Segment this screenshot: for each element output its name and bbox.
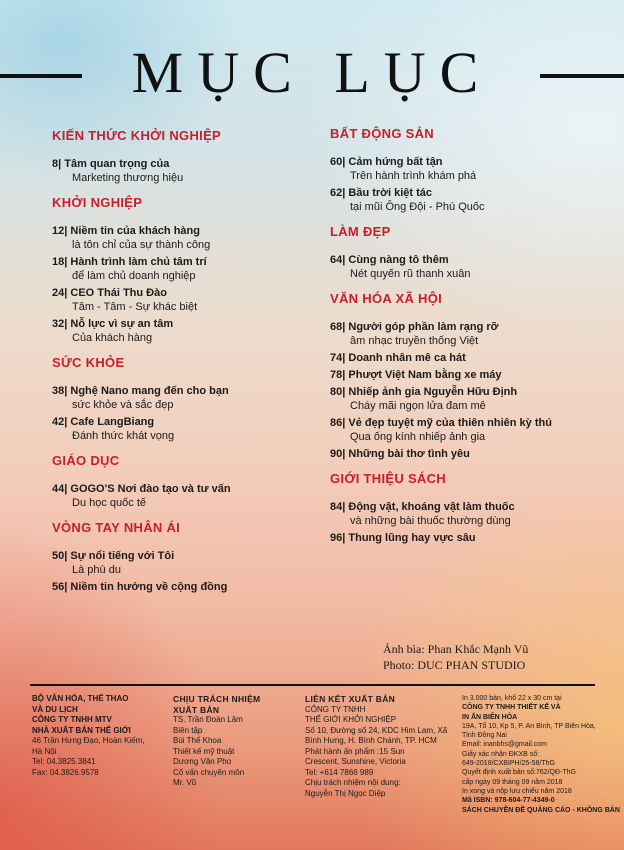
- entry-heading: [330, 253, 620, 267]
- entry-heading: [330, 416, 620, 430]
- footer-line: Mã ISBN: 978-604-77-4349-0: [462, 797, 555, 805]
- cover-studio-credit: Photo: DUC PHAN STUDIO: [383, 658, 526, 672]
- entry-title: Những bài thơ tình yêu: [348, 448, 470, 460]
- footer-line: Email: inanbhs@gmail.com: [462, 741, 547, 749]
- entry-page-number: 68|: [330, 321, 346, 333]
- entry-heading: [330, 531, 620, 545]
- entry-heading: [52, 157, 302, 171]
- footer-line: BỘ VĂN HÓA, THỂ THAO: [32, 694, 129, 703]
- entry-subtitle: Marketing thương hiệu: [72, 172, 184, 184]
- footer-line: Quyết định xuất bản số:762/QĐ-ThG: [462, 769, 577, 777]
- entry-page-number: 12|: [52, 225, 68, 237]
- toc-section: [52, 195, 302, 345]
- footer-line: Crescent, Sunshine, Victoria: [305, 757, 406, 766]
- entry-heading: [330, 186, 620, 200]
- entry-page-number: 62|: [330, 187, 346, 199]
- entry-heading: [330, 155, 620, 169]
- toc-entry: [330, 186, 620, 214]
- entry-page-number: 96|: [330, 532, 346, 544]
- toc-entry: [330, 320, 620, 348]
- entry-subtitle: sức khỏe và sắc đẹp: [72, 399, 174, 411]
- toc-entry: [52, 317, 302, 345]
- entry-heading: [330, 351, 620, 365]
- entry-title: Nỗ lực vì sự an tâm: [70, 318, 174, 330]
- footer-line: XUẤT BẢN: [173, 704, 220, 715]
- entry-title: GOGO'S Nơi đào tạo và tư vấn: [70, 483, 231, 495]
- entry-title: Động vật, khoáng vật làm thuốc: [348, 501, 515, 513]
- entry-subtitle: Qua ống kính nhiếp ảnh gia: [350, 431, 486, 443]
- entry-title: Hành trình làm chủ tâm trí: [70, 256, 207, 268]
- entry-heading: [330, 447, 620, 461]
- cover-photo-credit: Ảnh bìa: Phan Khắc Mạnh Vũ: [383, 642, 529, 656]
- footer-line: 46 Trần Hưng Đạo, Hoàn Kiếm,: [32, 736, 145, 745]
- footer-line: Bùi Thế Khoa: [173, 736, 222, 745]
- entry-title: Doanh nhân mê ca hát: [348, 352, 466, 364]
- entry-heading: [52, 286, 302, 300]
- footer-heading: LIÊN KẾT XUẤT BẢN: [305, 694, 396, 704]
- footer-line: 19A, Tổ 10, Kp 5, P. An Bình, TP Biên Hòa,: [462, 722, 596, 730]
- entry-title: Nghệ Nano mang đến cho bạn: [70, 385, 229, 397]
- toc-entry: [52, 157, 302, 185]
- entry-title: CEO Thái Thu Đào: [70, 287, 167, 299]
- toc-entry: [330, 531, 620, 545]
- footer-line: Cố vấn chuyên môn: [173, 767, 245, 777]
- entry-subtitle: Du học quốc tế: [72, 497, 146, 509]
- entry-subtitle: Của khách hàng: [72, 332, 153, 344]
- section-title: GIỚI THIỆU SÁCH: [330, 471, 446, 486]
- entry-subtitle: Cháy mãi ngọn lửa đam mê: [350, 400, 486, 412]
- entry-title: Niềm tin hướng về cộng đồng: [70, 581, 228, 593]
- footer-line: Phát hành ấn phẩm :15 Sun: [305, 746, 405, 756]
- section-title: VĂN HÓA XÃ HỘI: [330, 291, 443, 306]
- entry-title: Niềm tin của khách hàng: [70, 225, 200, 237]
- toc-entry: [330, 368, 620, 382]
- entry-page-number: 84|: [330, 501, 346, 513]
- footer-line: Chịu trách nhiệm nội dung:: [305, 778, 401, 787]
- entry-page-number: 56|: [52, 581, 68, 593]
- section-title: GIÁO DỤC: [52, 453, 120, 468]
- entry-subtitle: và những bài thuốc thường dùng: [350, 515, 511, 527]
- footer-line: SÁCH CHUYÊN ĐỀ QUẢNG CÁO - KHÔNG BÁN: [462, 806, 620, 814]
- toc-entry: [52, 549, 302, 577]
- footer-line: Tel: +614 7866 989: [305, 767, 374, 777]
- footer-line: CÔNG TY TNHH: [305, 704, 366, 714]
- entry-heading: [52, 580, 302, 594]
- entry-title: Bầu trời kiệt tác: [348, 187, 433, 199]
- footer-line: cấp ngày 09 tháng 09 năm 2018: [462, 778, 563, 786]
- entry-subtitle: Là phù du: [72, 564, 121, 576]
- footer-publisher: [32, 694, 167, 778]
- entry-page-number: 64|: [330, 254, 346, 266]
- entry-page-number: 86|: [330, 417, 346, 429]
- footer-line: Nguyễn Thị Ngọc Diệp: [305, 788, 386, 798]
- entry-title: Cafe LangBiang: [70, 416, 155, 428]
- entry-subtitle: để làm chủ doanh nghiệp: [72, 270, 196, 282]
- footer-partner: [305, 694, 455, 799]
- footer-line: CHỊU TRÁCH NHIỆM: [173, 694, 261, 704]
- section-title: BẤT ĐỘNG SẢN: [330, 126, 434, 141]
- footer-line: NHÀ XUẤT BẢN THẾ GIỚI: [32, 725, 131, 735]
- toc-entry: [330, 155, 620, 183]
- entry-heading: [52, 255, 302, 269]
- entry-page-number: 8|: [52, 158, 62, 170]
- toc-section: [330, 126, 620, 214]
- toc-entry: [52, 482, 302, 510]
- entry-title: Tâm quan trọng của: [64, 158, 170, 170]
- entry-heading: [330, 320, 620, 334]
- toc-section: [52, 520, 302, 594]
- footer-line: Biên tập: [173, 725, 203, 735]
- toc-right-column: [330, 126, 620, 555]
- entry-heading: [330, 500, 620, 514]
- entry-subtitle: Trên hành trình khám phá: [350, 170, 477, 182]
- toc-entry: [52, 255, 302, 283]
- toc-entry: [52, 580, 302, 594]
- section-title: VÒNG TAY NHÂN ÁI: [52, 520, 181, 535]
- entry-page-number: 18|: [52, 256, 68, 268]
- toc-section: [330, 471, 620, 545]
- entry-subtitle: Đánh thức khát vọng: [72, 430, 175, 442]
- footer-line: In 3.000 bản, khổ 22 x 30 cm tại: [462, 695, 562, 702]
- footer-printing: [462, 694, 622, 815]
- footer-line: Mr. Vũ: [173, 778, 197, 787]
- entry-page-number: 42|: [52, 416, 68, 428]
- footer-divider: [30, 684, 595, 686]
- entry-heading: [52, 384, 302, 398]
- entry-title: Người góp phần làm rạng rỡ: [348, 321, 499, 333]
- section-title: KIẾN THỨC KHỞI NGHIỆP: [52, 128, 222, 143]
- entry-title: Thung lũng hay vực sâu: [348, 532, 476, 544]
- footer-line: TS. Trần Đoàn Lâm: [173, 715, 243, 724]
- footer-line: Giấy xác nhận ĐKXB số:: [462, 750, 540, 758]
- footer-line: Hà Nội: [32, 746, 57, 756]
- entry-subtitle: Nét quyến rũ thanh xuân: [350, 268, 471, 280]
- entry-page-number: 74|: [330, 352, 346, 364]
- footer-responsible: [173, 694, 293, 789]
- entry-heading: [52, 224, 302, 238]
- entry-page-number: 80|: [330, 386, 346, 398]
- toc-entry: [330, 385, 620, 413]
- toc-section: [330, 291, 620, 461]
- entry-page-number: 50|: [52, 550, 68, 562]
- entry-heading: [52, 317, 302, 331]
- footer-line: 649-2018/CXBIPH/25-58/ThG: [462, 760, 555, 768]
- entry-heading: [330, 368, 620, 382]
- toc-entry: [52, 415, 302, 443]
- entry-subtitle: là tôn chỉ của sự thành công: [72, 239, 211, 251]
- footer-line: Thiết kế mỹ thuật: [173, 746, 235, 756]
- toc-section: [52, 355, 302, 443]
- footer-line: Fax: 04.3826.9578: [32, 767, 99, 777]
- toc-entry: [330, 500, 620, 528]
- footer-line: Bình Hưng, H. Bình Chánh, TP. HCM: [305, 736, 437, 745]
- entry-subtitle: tại mũi Ông Đội - Phú Quốc: [350, 201, 485, 213]
- entry-page-number: 78|: [330, 369, 346, 381]
- toc-entry: [330, 447, 620, 461]
- footer-line: Tỉnh Đồng Nai: [462, 732, 507, 740]
- entry-page-number: 32|: [52, 318, 68, 330]
- toc-entry: [52, 384, 302, 412]
- entry-page-number: 44|: [52, 483, 68, 495]
- toc-entry: [52, 286, 302, 314]
- footer-line: THẾ GIỚI KHỞI NGHIỆP: [305, 715, 397, 724]
- entry-title: Phượt Việt Nam bằng xe máy: [348, 369, 502, 381]
- footer-line: Tel: 04.3825.3841: [32, 757, 96, 766]
- footer-line: CÔNG TY TNHH MTV: [32, 715, 112, 724]
- footer-line: CÔNG TY TNHH THIẾT KẾ VÀ: [462, 704, 561, 712]
- section-title: LÀM ĐẸP: [330, 224, 391, 239]
- entry-subtitle: âm nhạc truyền thống Việt: [350, 335, 479, 347]
- entry-title: Cùng nàng tô thêm: [348, 254, 449, 266]
- toc-section: [330, 224, 620, 281]
- toc-section: [52, 453, 302, 510]
- toc-left-column: [52, 128, 302, 604]
- footer-line: Số 10, Đường số 24, KDC Him Lam, Xã: [305, 725, 448, 735]
- section-title: KHỞI NGHIỆP: [52, 195, 143, 210]
- toc-entry: [52, 224, 302, 252]
- entry-page-number: 38|: [52, 385, 68, 397]
- entry-title: Cảm hứng bất tận: [348, 156, 443, 168]
- footer-line: Dương Văn Pho: [173, 757, 232, 766]
- entry-page-number: 60|: [330, 156, 346, 168]
- footer-line: In xong và nộp lưu chiểu năm 2018: [462, 787, 572, 795]
- entry-title: Nhiếp ảnh gia Nguyễn Hữu Định: [348, 386, 518, 398]
- entry-heading: [52, 415, 302, 429]
- toc-entry: [330, 351, 620, 365]
- footer-line: VÀ DU LỊCH: [32, 704, 78, 714]
- toc-section: [52, 128, 302, 185]
- page-title: MỤC LỤC: [131, 40, 493, 105]
- entry-subtitle: Tâm - Tâm - Sự khác biệt: [72, 301, 198, 313]
- entry-heading: [52, 482, 302, 496]
- entry-heading: [52, 549, 302, 563]
- entry-page-number: 90|: [330, 448, 346, 460]
- section-title: SỨC KHỎE: [52, 355, 125, 370]
- toc-entry: [330, 416, 620, 444]
- entry-title: Sự nổi tiếng với Tôi: [70, 550, 175, 562]
- entry-title: Vẻ đẹp tuyệt mỹ của thiên nhiên kỳ thú: [348, 417, 552, 429]
- entry-heading: [330, 385, 620, 399]
- toc-entry: [330, 253, 620, 281]
- footer-line: IN ẤN BIÊN HÒA: [462, 713, 518, 721]
- entry-page-number: 24|: [52, 287, 68, 299]
